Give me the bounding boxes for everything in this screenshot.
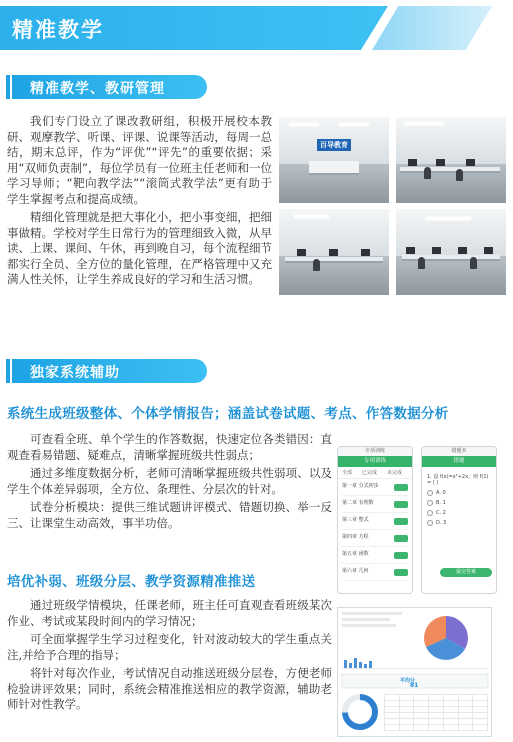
start-button[interactable] <box>394 569 408 576</box>
phone-status-bar: 专项训练 <box>338 447 412 456</box>
list-item-title: 第三章 整式 <box>342 517 369 523</box>
list-item[interactable] <box>342 566 408 581</box>
radio-icon <box>427 520 433 526</box>
phone-header: 错题 <box>422 456 496 467</box>
submit-button[interactable]: 提交答案 <box>440 568 492 577</box>
tab-all[interactable]: 全部 <box>342 470 353 476</box>
logo-sign: 百导教育 <box>317 139 351 151</box>
photo-grid <box>279 117 507 300</box>
donut-chart <box>345 697 375 727</box>
radio-icon <box>427 510 433 516</box>
section1-body <box>7 114 272 291</box>
phone-screenshot-practice <box>337 446 413 594</box>
answer-option[interactable] <box>427 500 491 506</box>
tab-todo[interactable]: 未完成 <box>387 470 403 476</box>
list-item-title: 第四章 方程 <box>342 534 369 540</box>
list-item[interactable] <box>342 498 408 513</box>
phone-status-bar: 错题本 <box>422 447 496 456</box>
list-item-title: 第一章 分式初步 <box>342 483 379 489</box>
list-item[interactable] <box>342 532 408 547</box>
photo-office-1 <box>396 117 506 203</box>
dashboard-stat-value: 81 <box>410 682 419 689</box>
start-button[interactable] <box>394 484 408 491</box>
paragraph: 可查看全班、单个学生的作答数据，快速定位各类错因：直观查看易错题、疑难点，清晰掌握班级共性弱点； <box>7 432 332 462</box>
paragraph: 通过多维度数据分析，老师可清晰掌握班级共性弱项、以及学生个体差异弱项，全方位、条理性、分层次的针对。 <box>7 466 332 496</box>
start-button[interactable] <box>394 518 408 525</box>
list-item[interactable] <box>342 481 408 496</box>
photo-office-3 <box>396 209 506 295</box>
paragraph: 可全面掌握学生学习过程变化，针对波动较大的学生重点关注,并给予合理的指导； <box>7 632 332 662</box>
legend-placeholder <box>342 618 390 621</box>
dashboard-table <box>384 694 488 731</box>
list-item-title: 第六章 几何 <box>342 568 369 574</box>
paragraph: 我们专门设立了课改教研组，积极开展校本教研、观摩教学、听课、评课、说课等活动，每周一总结，期末总评，作为“评优”“评先”的重要依据；采用“双师负责制”，每位学员有一位班主任老师和一位学习导师；“靶向教学法”“滚筒式教学法”更有助于学生掌握考点和提高成绩。 <box>7 114 272 206</box>
option-label: B. 1 <box>436 500 446 506</box>
page-title: 精准教学 <box>12 18 104 42</box>
list-item[interactable] <box>342 549 408 564</box>
photo-reception <box>279 117 389 203</box>
legend-placeholder <box>342 624 396 627</box>
radio-icon <box>427 490 433 496</box>
start-button[interactable] <box>394 552 408 559</box>
list-item-title: 第二章 有理数 <box>342 500 374 506</box>
page-banner <box>0 0 513 58</box>
answer-option[interactable] <box>427 490 491 496</box>
start-button[interactable] <box>394 501 408 508</box>
section2-sub1-body <box>7 432 332 534</box>
list-item-title: 第五章 函数 <box>342 551 369 557</box>
section-heading-teaching <box>12 75 207 99</box>
photo-office-2 <box>279 209 389 295</box>
paragraph: 将针对每次作业，考试情况自动推送班级分层卷，方便老师检验讲评效果；同时，系统会精准推送相应的教学资源，辅助老师针对性教学。 <box>7 666 332 711</box>
section-heading-label: 独家系统辅助 <box>30 365 120 381</box>
bar-strip <box>344 658 372 668</box>
option-label: A. 0 <box>436 490 446 496</box>
phone-screenshot-question <box>421 446 497 594</box>
dashboard-stat-label: 平均分 <box>400 678 416 684</box>
answer-option[interactable] <box>427 520 491 526</box>
question-text: 1. 设 f(x)=x²+2x，则 f(1) = ( ) <box>427 474 489 486</box>
legend-placeholder <box>342 612 402 615</box>
phone-header: 专项训练 <box>338 456 412 467</box>
paragraph: 精细化管理就是把大事化小，把小事变细，把细事做精。学校对学生日常行为的管理细致入微，从早读、上课、课间、午休，再到晚自习，每个流程细节都实行全员、全方位的量化管理，在严格管理中又充满人性关怀，让学生养成良好的学习和生活习惯。 <box>7 210 272 286</box>
list-item[interactable] <box>342 515 408 530</box>
pie-chart <box>424 616 468 660</box>
option-label: C. 2 <box>436 510 446 516</box>
answer-option[interactable] <box>427 510 491 516</box>
subheading-push: 培优补弱、班级分层、教学资源精准推送 <box>7 574 256 590</box>
banner-stripe <box>372 6 492 50</box>
section-heading-system <box>12 359 207 383</box>
tab-done[interactable]: 已完成 <box>362 470 378 476</box>
section2-sub2-body <box>7 598 332 716</box>
section-heading-label: 精准教学、教研管理 <box>30 81 165 97</box>
option-label: D. 3 <box>436 520 447 526</box>
paragraph: 通过班级学情模块，任课老师，班主任可直观查看班级某次作业、考试或某段时间内的学习情况； <box>7 598 332 628</box>
paragraph: 试卷分析模块：提供三维试题讲评模式、错题切换、举一反三、让课堂生动高效，事半功倍。 <box>7 500 332 530</box>
dashboard-screenshot <box>337 607 492 737</box>
subheading-report: 系统生成班级整体、个体学情报告；涵盖试卷试题、考点、作答数据分析 <box>7 406 449 422</box>
phone-tabs <box>338 467 412 479</box>
start-button[interactable] <box>394 535 408 542</box>
radio-icon <box>427 500 433 506</box>
